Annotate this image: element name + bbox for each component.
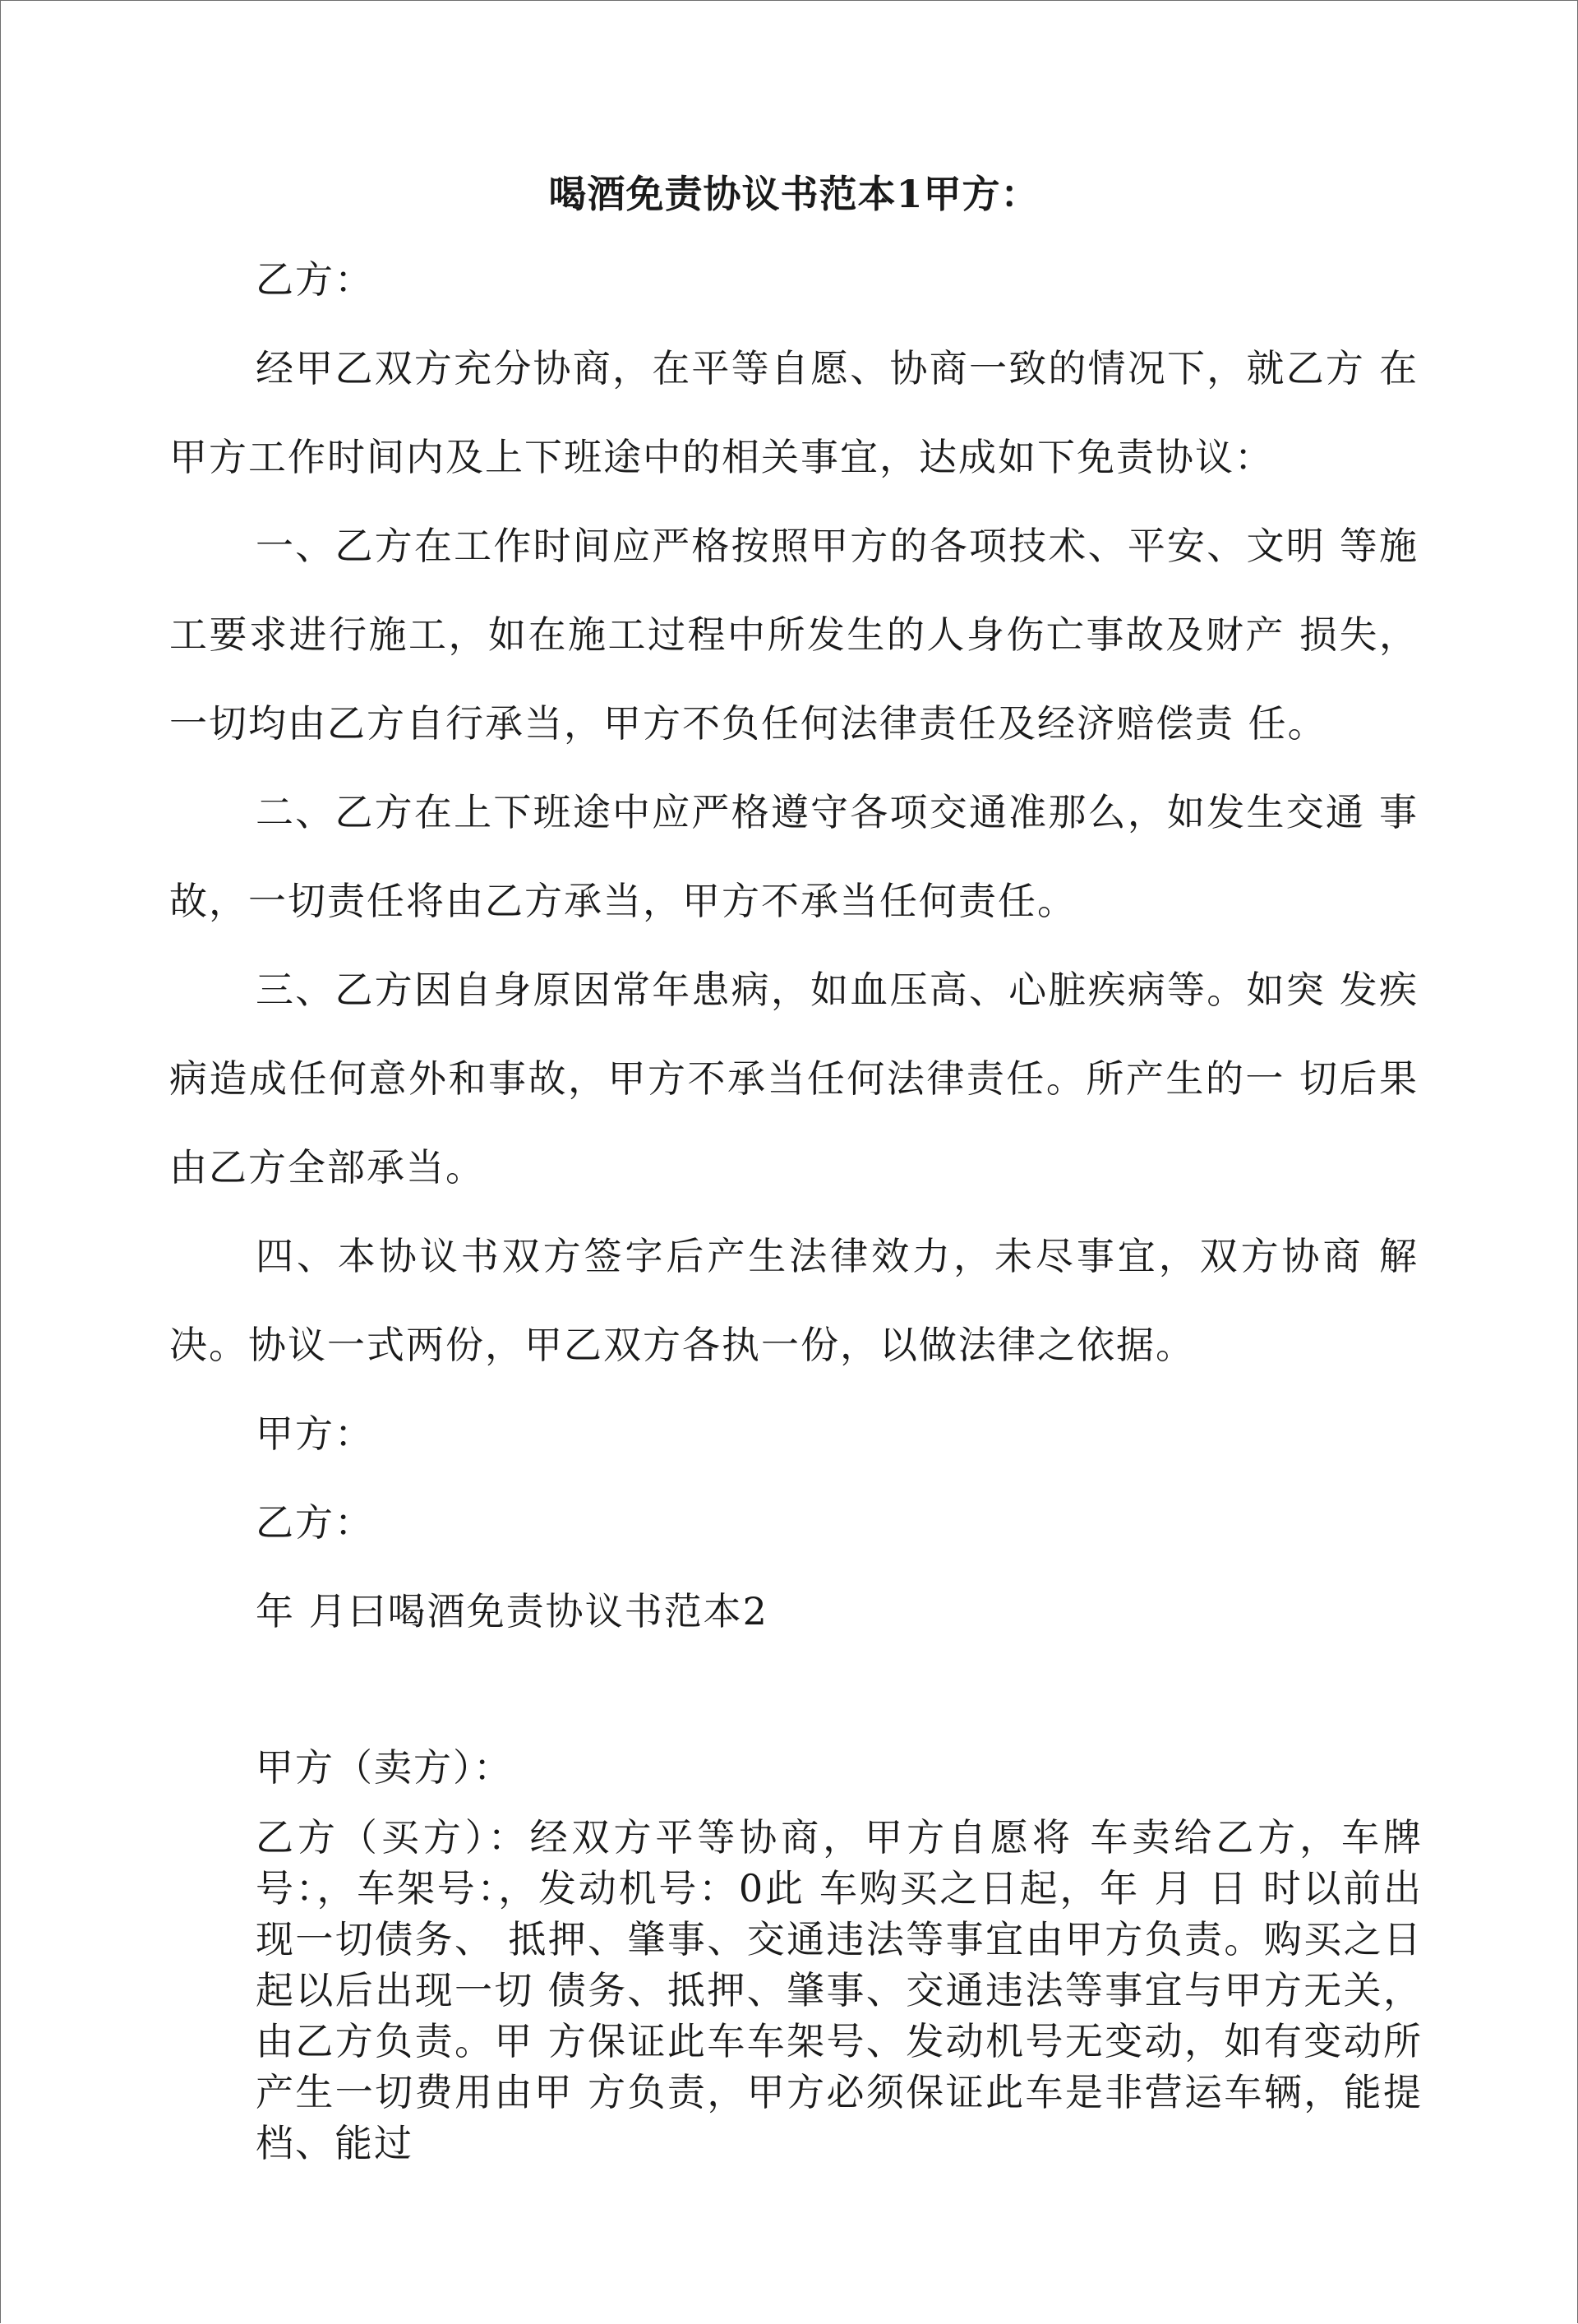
seller-label: 甲方（卖方）： <box>256 1745 513 1790</box>
paragraph-clause-4: 四、本协议书双方签字后产生法律效力，未尽事宜，双方协商 解决。协议一式两份，甲乙双方各执一份，以做法律之依据。 <box>169 1234 1419 1367</box>
agreement-section-1 <box>169 235 1419 1656</box>
paragraph-clause-2: 二、乙方在上下班途中应严格遵守各项交通准那么，如发生交通 事故，一切责任将由乙方承当，甲方不承当任何责任。 <box>169 790 1419 923</box>
agreement-section-2 <box>256 1723 1423 2169</box>
party-b-label: 乙方： <box>256 257 374 302</box>
paragraph-clause-1: 一、乙方在工作时间应严格按照甲方的各项技术、平安、文明 等施工要求进行施工，如在施工过程中所发生的人身伤亡事故及财产 损失，一切均由乙方自行承当，甲方不负任何法律责任及经济赔偿责 任。 <box>169 524 1419 746</box>
paragraph-clause-3: 三、乙方因自身原因常年患病，如血压高、心脏疾病等。如突 发疾病造成任何意外和事故，甲方不承当任何法律责任。所产生的一 切后果由乙方全部承当。 <box>169 968 1419 1190</box>
signature-party-a: 甲方： <box>256 1411 374 1456</box>
signature-party-b: 乙方： <box>256 1500 374 1545</box>
paragraph-intro: 经甲乙双方充分协商，在平等自愿、协商一致的情况下，就乙方 在甲方工作时间内及上下班途中的相关事宜，达成如下免责协议： <box>169 346 1419 479</box>
paragraph-vehicle-sale: 乙方（买方）：经双方平等协商，甲方自愿将 车卖给乙方，车牌号：，车架号：，发动机号：0此 车购买之日起，年 月 日 时以前出现一切债务、 抵押、肇事、交通违法等事宜由甲方负责。购买之日起以后出现一切 债务、抵押、肇事、交通违法等事宜与甲方无关，由乙方负责。甲 方保证此车车架号、发动机号无变动，如有变动所产生一切费用由甲 方负责，甲方必须保证此车是非营运车辆，能提档、能过 <box>256 1815 1423 2165</box>
date-and-next-title: 年 月曰喝酒免责协议书范本2 <box>256 1589 768 1633</box>
document-title: 喝酒免责协议书范本1甲方： <box>548 172 1040 216</box>
